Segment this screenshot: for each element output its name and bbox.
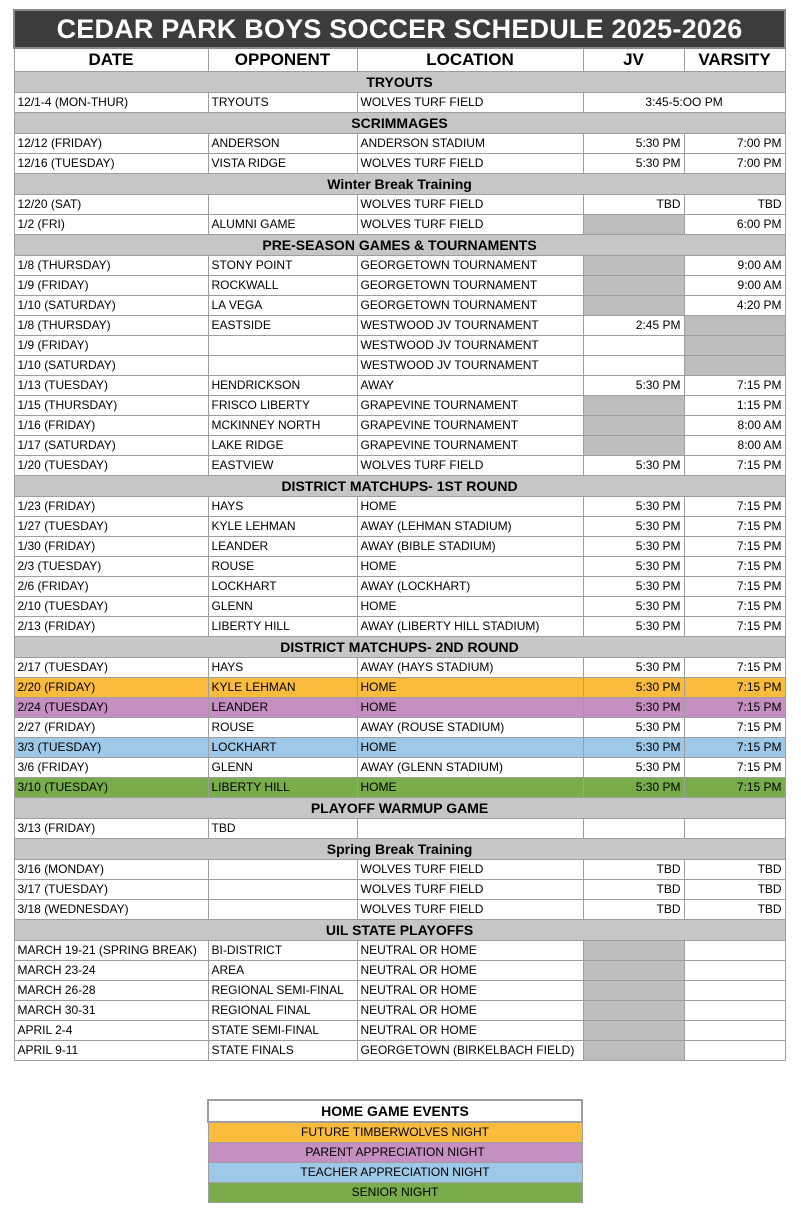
opponent-cell: ROUSE xyxy=(208,556,357,576)
date-cell: APRIL 2-4 xyxy=(14,1020,208,1040)
schedule-row xyxy=(14,737,785,757)
opponent-cell: VISTA RIDGE xyxy=(208,153,357,173)
date-cell: 3/17 (TUESDAY) xyxy=(14,879,208,899)
date-cell: 2/27 (FRIDAY) xyxy=(14,717,208,737)
location-cell: AWAY (ROUSE STADIUM) xyxy=(357,717,583,737)
date-cell: 1/8 (THURSDAY) xyxy=(14,255,208,275)
location-cell: NEUTRAL OR HOME xyxy=(357,1000,583,1020)
date-cell: 1/2 (FRI) xyxy=(14,214,208,234)
varsity-time-cell: 7:15 PM xyxy=(684,697,785,717)
opponent-cell: EASTVIEW xyxy=(208,455,357,475)
section-header-row xyxy=(14,475,785,496)
date-cell: 3/6 (FRIDAY) xyxy=(14,757,208,777)
jv-time-cell: 5:30 PM xyxy=(583,777,684,797)
varsity-time-cell: 7:15 PM xyxy=(684,737,785,757)
jv-time-cell xyxy=(583,335,684,355)
varsity-time-cell: 7:15 PM xyxy=(684,556,785,576)
legend-title: HOME GAME EVENTS xyxy=(208,1100,582,1122)
date-cell: 3/16 (MONDAY) xyxy=(14,859,208,879)
location-cell: WESTWOOD JV TOURNAMENT xyxy=(357,315,583,335)
date-cell: APRIL 9-11 xyxy=(14,1040,208,1060)
date-cell: 1/23 (FRIDAY) xyxy=(14,496,208,516)
location-cell: NEUTRAL OR HOME xyxy=(357,940,583,960)
jv-time-cell xyxy=(583,818,684,838)
schedule-row xyxy=(14,395,785,415)
section-title: DISTRICT MATCHUPS- 1ST ROUND xyxy=(14,475,785,496)
location-cell: HOME xyxy=(357,596,583,616)
jv-time-cell: 5:30 PM xyxy=(583,516,684,536)
schedule-table xyxy=(13,9,786,1061)
jv-time-cell: 5:30 PM xyxy=(583,657,684,677)
jv-time-cell: TBD xyxy=(583,859,684,879)
opponent-cell: LIBERTY HILL xyxy=(208,616,357,636)
location-cell: GEORGETOWN TOURNAMENT xyxy=(357,275,583,295)
opponent-cell: ROUSE xyxy=(208,717,357,737)
jv-time-cell xyxy=(583,1000,684,1020)
location-cell: AWAY (LIBERTY HILL STADIUM) xyxy=(357,616,583,636)
legend-row xyxy=(208,1122,582,1142)
schedule-row xyxy=(14,133,785,153)
jv-time-cell: 5:30 PM xyxy=(583,496,684,516)
schedule-row xyxy=(14,818,785,838)
section-header-row xyxy=(14,173,785,194)
varsity-time-cell: 7:15 PM xyxy=(684,536,785,556)
opponent-cell xyxy=(208,879,357,899)
location-cell xyxy=(357,818,583,838)
opponent-cell: LIBERTY HILL xyxy=(208,777,357,797)
section-title: SCRIMMAGES xyxy=(14,112,785,133)
location-cell: WOLVES TURF FIELD xyxy=(357,859,583,879)
section-header-row xyxy=(14,797,785,818)
schedule-row xyxy=(14,1040,785,1060)
varsity-time-cell: 7:15 PM xyxy=(684,496,785,516)
location-cell: GEORGETOWN (BIRKELBACH FIELD) xyxy=(357,1040,583,1060)
jv-time-cell: 5:30 PM xyxy=(583,153,684,173)
date-cell: 1/10 (SATURDAY) xyxy=(14,295,208,315)
legend-row xyxy=(208,1162,582,1182)
opponent-cell: LAKE RIDGE xyxy=(208,435,357,455)
varsity-time-cell xyxy=(684,940,785,960)
varsity-time-cell: 9:00 AM xyxy=(684,275,785,295)
schedule-row xyxy=(14,717,785,737)
section-title: TRYOUTS xyxy=(14,71,785,92)
date-cell: 12/20 (SAT) xyxy=(14,194,208,214)
opponent-cell: LA VEGA xyxy=(208,295,357,315)
schedule-row xyxy=(14,677,785,697)
varsity-time-cell xyxy=(684,818,785,838)
schedule-row xyxy=(14,596,785,616)
column-header-row xyxy=(14,48,785,71)
schedule-row xyxy=(14,455,785,475)
location-cell: NEUTRAL OR HOME xyxy=(357,980,583,1000)
opponent-cell: FRISCO LIBERTY xyxy=(208,395,357,415)
jv-time-cell xyxy=(583,960,684,980)
varsity-time-cell: 7:15 PM xyxy=(684,375,785,395)
schedule-row xyxy=(14,375,785,395)
varsity-time-cell: TBD xyxy=(684,879,785,899)
location-cell: AWAY (GLENN STADIUM) xyxy=(357,757,583,777)
header-date: DATE xyxy=(14,48,208,71)
date-cell: 2/3 (TUESDAY) xyxy=(14,556,208,576)
jv-time-cell: 5:30 PM xyxy=(583,536,684,556)
date-cell: 12/16 (TUESDAY) xyxy=(14,153,208,173)
opponent-cell: GLENN xyxy=(208,596,357,616)
location-cell: HOME xyxy=(357,556,583,576)
varsity-time-cell: 7:00 PM xyxy=(684,153,785,173)
location-cell: WOLVES TURF FIELD xyxy=(357,214,583,234)
schedule-row xyxy=(14,960,785,980)
jv-time-cell: 5:30 PM xyxy=(583,737,684,757)
jv-time-cell: 5:30 PM xyxy=(583,717,684,737)
location-cell: ANDERSON STADIUM xyxy=(357,133,583,153)
schedule-row xyxy=(14,295,785,315)
date-cell: 2/13 (FRIDAY) xyxy=(14,616,208,636)
location-cell: GEORGETOWN TOURNAMENT xyxy=(357,255,583,275)
schedule-row xyxy=(14,415,785,435)
legend-item: SENIOR NIGHT xyxy=(208,1182,582,1202)
jv-time-cell xyxy=(583,1020,684,1040)
jv-time-cell: TBD xyxy=(583,899,684,919)
varsity-time-cell: 7:15 PM xyxy=(684,576,785,596)
section-header-row xyxy=(14,838,785,859)
location-cell: WOLVES TURF FIELD xyxy=(357,153,583,173)
jv-time-cell: 2:45 PM xyxy=(583,315,684,335)
varsity-time-cell: 4:20 PM xyxy=(684,295,785,315)
date-cell: 3/18 (WEDNESDAY) xyxy=(14,899,208,919)
varsity-time-cell: 8:00 AM xyxy=(684,415,785,435)
opponent-cell: ROCKWALL xyxy=(208,275,357,295)
opponent-cell: STONY POINT xyxy=(208,255,357,275)
schedule-row xyxy=(14,879,785,899)
varsity-time-cell: 7:15 PM xyxy=(684,455,785,475)
jv-time-cell xyxy=(583,435,684,455)
varsity-time-cell: 7:15 PM xyxy=(684,717,785,737)
legend-table xyxy=(207,1099,583,1203)
varsity-time-cell xyxy=(684,960,785,980)
date-cell: 1/27 (TUESDAY) xyxy=(14,516,208,536)
date-cell: 1/10 (SATURDAY) xyxy=(14,355,208,375)
jv-time-cell xyxy=(583,980,684,1000)
opponent-cell: STATE SEMI-FINAL xyxy=(208,1020,357,1040)
header-opponent: OPPONENT xyxy=(208,48,357,71)
time-cell: 3:45-5:OO PM xyxy=(583,92,785,112)
location-cell: AWAY (LEHMAN STADIUM) xyxy=(357,516,583,536)
legend-body xyxy=(208,1100,582,1202)
location-cell: WESTWOOD JV TOURNAMENT xyxy=(357,335,583,355)
opponent-cell: HAYS xyxy=(208,496,357,516)
location-cell: AWAY (LOCKHART) xyxy=(357,576,583,596)
location-cell: HOME xyxy=(357,697,583,717)
location-cell: HOME xyxy=(357,777,583,797)
schedule-row xyxy=(14,435,785,455)
legend-item: FUTURE TIMBERWOLVES NIGHT xyxy=(208,1122,582,1142)
schedule-row xyxy=(14,516,785,536)
legend-header-row xyxy=(208,1100,582,1122)
varsity-time-cell: 7:15 PM xyxy=(684,677,785,697)
opponent-cell: ALUMNI GAME xyxy=(208,214,357,234)
location-cell: WOLVES TURF FIELD xyxy=(357,92,583,112)
jv-time-cell xyxy=(583,940,684,960)
varsity-time-cell: 1:15 PM xyxy=(684,395,785,415)
date-cell: 2/24 (TUESDAY) xyxy=(14,697,208,717)
title-row xyxy=(14,10,785,48)
schedule-row xyxy=(14,657,785,677)
varsity-time-cell: 7:00 PM xyxy=(684,133,785,153)
varsity-time-cell xyxy=(684,315,785,335)
location-cell: GRAPEVINE TOURNAMENT xyxy=(357,395,583,415)
location-cell: HOME xyxy=(357,496,583,516)
section-header-row xyxy=(14,636,785,657)
schedule-row xyxy=(14,335,785,355)
date-cell: 1/20 (TUESDAY) xyxy=(14,455,208,475)
schedule-row xyxy=(14,194,785,214)
location-cell: NEUTRAL OR HOME xyxy=(357,1020,583,1040)
varsity-time-cell xyxy=(684,1000,785,1020)
opponent-cell: STATE FINALS xyxy=(208,1040,357,1060)
location-cell: AWAY (HAYS STADIUM) xyxy=(357,657,583,677)
location-cell: AWAY xyxy=(357,375,583,395)
varsity-time-cell: 7:15 PM xyxy=(684,757,785,777)
schedule-row xyxy=(14,859,785,879)
schedule-row xyxy=(14,556,785,576)
jv-time-cell xyxy=(583,275,684,295)
date-cell: 1/8 (THURSDAY) xyxy=(14,315,208,335)
section-title: Winter Break Training xyxy=(14,173,785,194)
header-jv: JV xyxy=(583,48,684,71)
varsity-time-cell: 6:00 PM xyxy=(684,214,785,234)
location-cell: WESTWOOD JV TOURNAMENT xyxy=(357,355,583,375)
jv-time-cell: 5:30 PM xyxy=(583,455,684,475)
schedule-body xyxy=(14,10,785,1060)
jv-time-cell: TBD xyxy=(583,194,684,214)
date-cell: 2/17 (TUESDAY) xyxy=(14,657,208,677)
location-cell: AWAY (BIBLE STADIUM) xyxy=(357,536,583,556)
schedule-row xyxy=(14,255,785,275)
date-cell: MARCH 30-31 xyxy=(14,1000,208,1020)
date-cell: 12/12 (FRIDAY) xyxy=(14,133,208,153)
varsity-time-cell: 7:15 PM xyxy=(684,657,785,677)
page-title: CEDAR PARK BOYS SOCCER SCHEDULE 2025-2026 xyxy=(14,10,785,48)
date-cell: MARCH 23-24 xyxy=(14,960,208,980)
schedule-row xyxy=(14,536,785,556)
jv-time-cell xyxy=(583,415,684,435)
date-cell: 1/17 (SATURDAY) xyxy=(14,435,208,455)
schedule-row xyxy=(14,1020,785,1040)
jv-time-cell: 5:30 PM xyxy=(583,556,684,576)
opponent-cell: KYLE LEHMAN xyxy=(208,677,357,697)
varsity-time-cell xyxy=(684,1040,785,1060)
opponent-cell: MCKINNEY NORTH xyxy=(208,415,357,435)
opponent-cell: ANDERSON xyxy=(208,133,357,153)
varsity-time-cell xyxy=(684,335,785,355)
jv-time-cell xyxy=(583,395,684,415)
varsity-time-cell xyxy=(684,980,785,1000)
opponent-cell: LOCKHART xyxy=(208,737,357,757)
header-varsity: VARSITY xyxy=(684,48,785,71)
schedule-row xyxy=(14,496,785,516)
schedule-row xyxy=(14,153,785,173)
schedule-row xyxy=(14,315,785,335)
date-cell: 12/1-4 (MON-THUR) xyxy=(14,92,208,112)
date-cell: 1/9 (FRIDAY) xyxy=(14,335,208,355)
jv-time-cell: 5:30 PM xyxy=(583,375,684,395)
schedule-row xyxy=(14,940,785,960)
opponent-cell xyxy=(208,335,357,355)
varsity-time-cell xyxy=(684,355,785,375)
schedule-row xyxy=(14,275,785,295)
opponent-cell xyxy=(208,899,357,919)
schedule-row xyxy=(14,92,785,112)
opponent-cell: LOCKHART xyxy=(208,576,357,596)
opponent-cell: LEANDER xyxy=(208,697,357,717)
opponent-cell: KYLE LEHMAN xyxy=(208,516,357,536)
date-cell: 1/9 (FRIDAY) xyxy=(14,275,208,295)
opponent-cell: BI-DISTRICT xyxy=(208,940,357,960)
location-cell: HOME xyxy=(357,677,583,697)
opponent-cell: HENDRICKSON xyxy=(208,375,357,395)
date-cell: 1/16 (FRIDAY) xyxy=(14,415,208,435)
location-cell: NEUTRAL OR HOME xyxy=(357,960,583,980)
date-cell: MARCH 26-28 xyxy=(14,980,208,1000)
jv-time-cell: 5:30 PM xyxy=(583,596,684,616)
section-title: PRE-SEASON GAMES & TOURNAMENTS xyxy=(14,234,785,255)
opponent-cell: TRYOUTS xyxy=(208,92,357,112)
schedule-row xyxy=(14,214,785,234)
jv-time-cell: 5:30 PM xyxy=(583,677,684,697)
legend-row xyxy=(208,1142,582,1162)
opponent-cell: LEANDER xyxy=(208,536,357,556)
jv-time-cell xyxy=(583,255,684,275)
date-cell: 1/30 (FRIDAY) xyxy=(14,536,208,556)
schedule-row xyxy=(14,980,785,1000)
date-cell: 3/13 (FRIDAY) xyxy=(14,818,208,838)
schedule-row xyxy=(14,899,785,919)
location-cell: WOLVES TURF FIELD xyxy=(357,194,583,214)
legend-item: TEACHER APPRECIATION NIGHT xyxy=(208,1162,582,1182)
opponent-cell: GLENN xyxy=(208,757,357,777)
section-header-row xyxy=(14,112,785,133)
varsity-time-cell: TBD xyxy=(684,899,785,919)
section-header-row xyxy=(14,71,785,92)
jv-time-cell xyxy=(583,295,684,315)
legend-item: PARENT APPRECIATION NIGHT xyxy=(208,1142,582,1162)
opponent-cell: AREA xyxy=(208,960,357,980)
varsity-time-cell: 8:00 AM xyxy=(684,435,785,455)
schedule-row xyxy=(14,1000,785,1020)
schedule-row xyxy=(14,697,785,717)
jv-time-cell xyxy=(583,355,684,375)
schedule-row xyxy=(14,777,785,797)
varsity-time-cell: 7:15 PM xyxy=(684,516,785,536)
date-cell: 2/6 (FRIDAY) xyxy=(14,576,208,596)
date-cell: 1/15 (THURSDAY) xyxy=(14,395,208,415)
opponent-cell xyxy=(208,859,357,879)
jv-time-cell xyxy=(583,1040,684,1060)
section-title: PLAYOFF WARMUP GAME xyxy=(14,797,785,818)
opponent-cell: REGIONAL SEMI-FINAL xyxy=(208,980,357,1000)
jv-time-cell: 5:30 PM xyxy=(583,697,684,717)
jv-time-cell: 5:30 PM xyxy=(583,616,684,636)
opponent-cell: HAYS xyxy=(208,657,357,677)
opponent-cell: REGIONAL FINAL xyxy=(208,1000,357,1020)
varsity-time-cell: 7:15 PM xyxy=(684,777,785,797)
date-cell: 3/10 (TUESDAY) xyxy=(14,777,208,797)
varsity-time-cell: 9:00 AM xyxy=(684,255,785,275)
varsity-time-cell: TBD xyxy=(684,194,785,214)
location-cell: WOLVES TURF FIELD xyxy=(357,455,583,475)
opponent-cell: EASTSIDE xyxy=(208,315,357,335)
varsity-time-cell: 7:15 PM xyxy=(684,596,785,616)
section-header-row xyxy=(14,234,785,255)
jv-time-cell: 5:30 PM xyxy=(583,757,684,777)
date-cell: 1/13 (TUESDAY) xyxy=(14,375,208,395)
section-title: UIL STATE PLAYOFFS xyxy=(14,919,785,940)
schedule-row xyxy=(14,757,785,777)
location-cell: WOLVES TURF FIELD xyxy=(357,879,583,899)
legend-row xyxy=(208,1182,582,1202)
opponent-cell: TBD xyxy=(208,818,357,838)
date-cell: MARCH 19-21 (SPRING BREAK) xyxy=(14,940,208,960)
jv-time-cell xyxy=(583,214,684,234)
date-cell: 2/20 (FRIDAY) xyxy=(14,677,208,697)
jv-time-cell: 5:30 PM xyxy=(583,133,684,153)
location-cell: GRAPEVINE TOURNAMENT xyxy=(357,415,583,435)
opponent-cell xyxy=(208,355,357,375)
date-cell: 2/10 (TUESDAY) xyxy=(14,596,208,616)
location-cell: GRAPEVINE TOURNAMENT xyxy=(357,435,583,455)
schedule-row xyxy=(14,616,785,636)
header-location: LOCATION xyxy=(357,48,583,71)
section-title: Spring Break Training xyxy=(14,838,785,859)
opponent-cell xyxy=(208,194,357,214)
jv-time-cell: TBD xyxy=(583,879,684,899)
schedule-row xyxy=(14,355,785,375)
varsity-time-cell xyxy=(684,1020,785,1040)
location-cell: GEORGETOWN TOURNAMENT xyxy=(357,295,583,315)
jv-time-cell: 5:30 PM xyxy=(583,576,684,596)
varsity-time-cell: 7:15 PM xyxy=(684,616,785,636)
section-header-row xyxy=(14,919,785,940)
location-cell: HOME xyxy=(357,737,583,757)
date-cell: 3/3 (TUESDAY) xyxy=(14,737,208,757)
schedule-row xyxy=(14,576,785,596)
varsity-time-cell: TBD xyxy=(684,859,785,879)
location-cell: WOLVES TURF FIELD xyxy=(357,899,583,919)
section-title: DISTRICT MATCHUPS- 2ND ROUND xyxy=(14,636,785,657)
